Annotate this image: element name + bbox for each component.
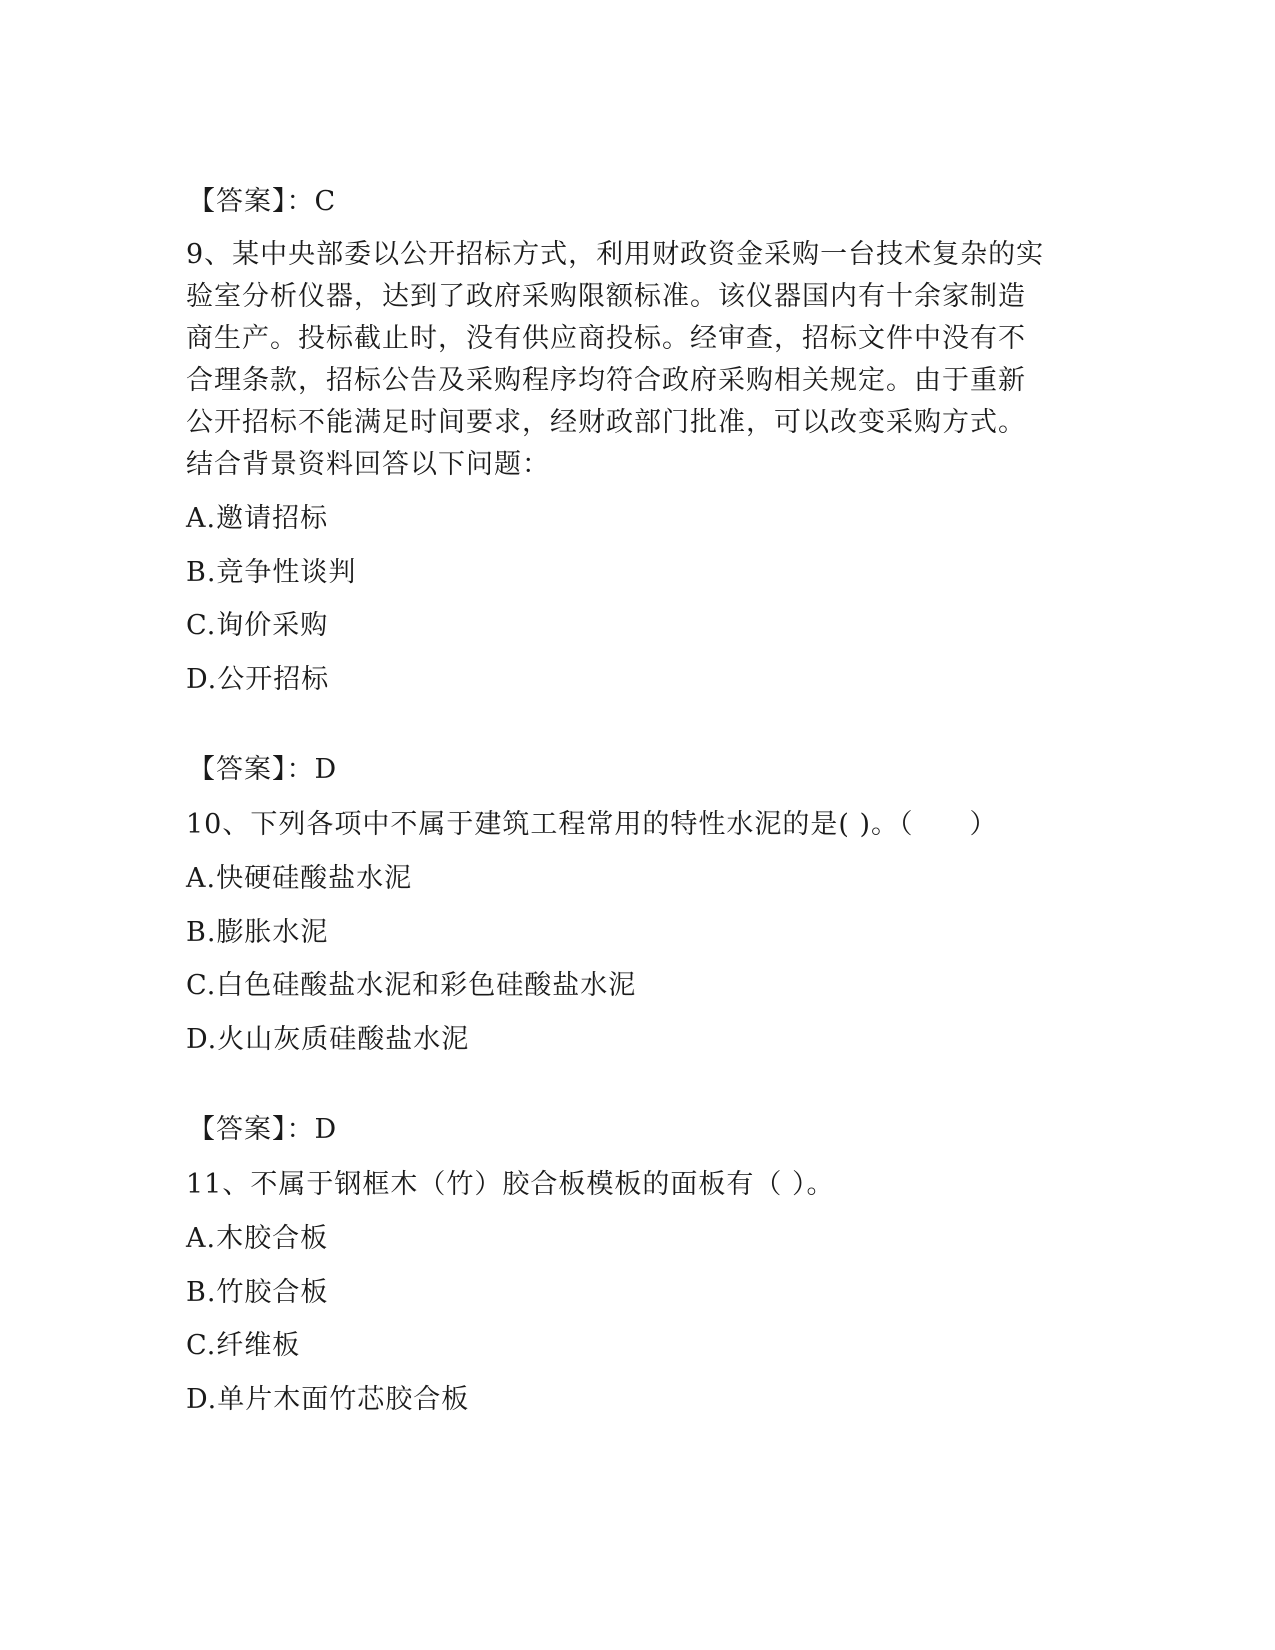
option-d: D.单片木面竹芯胶合板 xyxy=(186,1384,470,1415)
option-c: C.纤维板 xyxy=(186,1330,301,1361)
question-stem-line: 合理条款，招标公告及采购程序均符合政府采购相关规定。由于重新 xyxy=(186,365,1026,396)
question-stem-line: 10、下列各项中不属于建筑工程常用的特性水泥的是( )。（ ） xyxy=(186,809,998,840)
question-stem-line: 结合背景资料回答以下问题： xyxy=(186,449,550,480)
option-c: C.白色硅酸盐水泥和彩色硅酸盐水泥 xyxy=(186,970,637,1001)
option-b: B.竞争性谈判 xyxy=(186,557,357,588)
answer-line: 【答案】：D xyxy=(188,754,338,785)
option-b: B.竹胶合板 xyxy=(186,1277,329,1308)
option-d: D.火山灰质硅酸盐水泥 xyxy=(186,1024,470,1055)
option-b: B.膨胀水泥 xyxy=(186,917,329,948)
option-a: A.邀请招标 xyxy=(186,503,329,534)
option-d: D.公开招标 xyxy=(186,664,330,695)
question-stem-line: 公开招标不能满足时间要求，经财政部门批准，可以改变采购方式。 xyxy=(186,407,1026,438)
question-stem-line: 验室分析仪器，达到了政府采购限额标准。该仪器国内有十余家制造 xyxy=(186,281,1026,312)
answer-line: 【答案】：D xyxy=(188,1114,338,1145)
option-a: A.木胶合板 xyxy=(186,1223,329,1254)
answer-line: 【答案】：C xyxy=(188,186,337,217)
option-c: C.询价采购 xyxy=(186,610,329,641)
option-a: A.快硬硅酸盐水泥 xyxy=(186,863,413,894)
question-stem-line: 9、某中央部委以公开招标方式，利用财政资金采购一台技术复杂的实 xyxy=(186,239,1045,270)
question-stem-line: 商生产。投标截止时，没有供应商投标。经审查，招标文件中没有不 xyxy=(186,323,1026,354)
question-stem-line: 11、不属于钢框木（竹）胶合板模板的面板有（ ）。 xyxy=(186,1169,835,1200)
